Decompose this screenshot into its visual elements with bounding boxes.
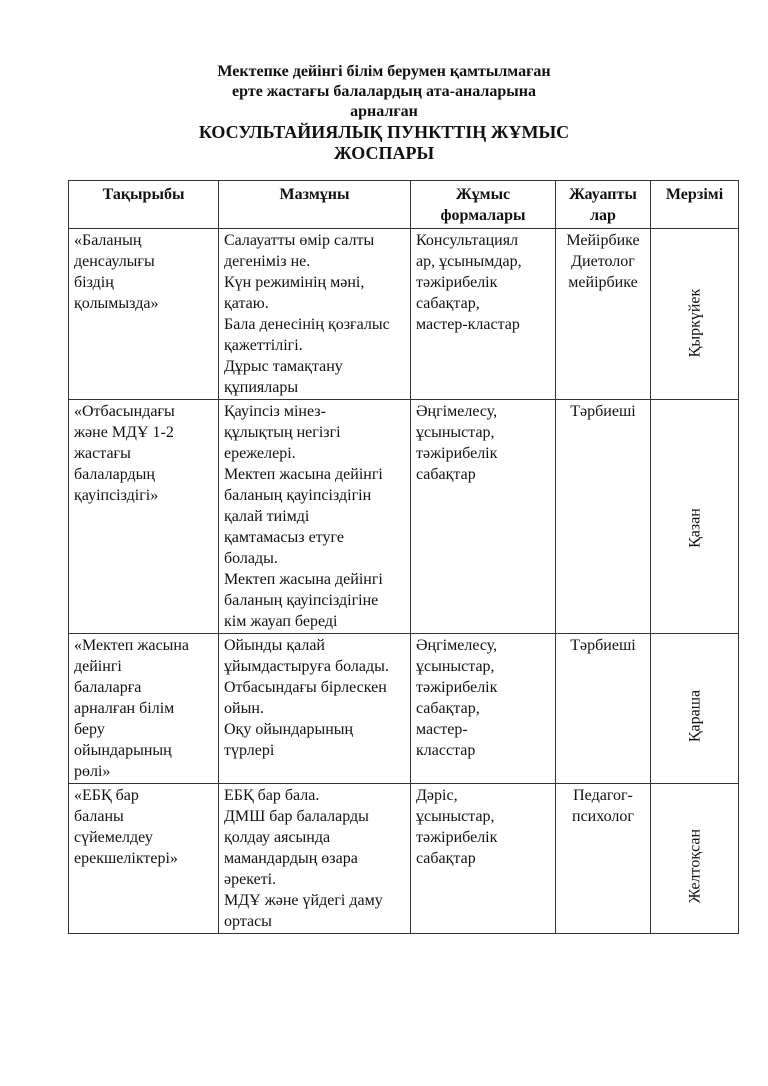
forms-cell-line: тәжірибелік bbox=[416, 679, 498, 696]
header-content: Мазмұны bbox=[219, 181, 411, 229]
document-title-line-1: КОСУЛЬТАЙИЯЛЫҚ ПУНКТТІҢ ЖҰМЫС bbox=[198, 122, 570, 142]
topic-cell-line: біздің bbox=[74, 274, 114, 291]
header-responsible-line: Жауапты bbox=[569, 186, 637, 203]
content-cell-line: мамандардың өзара bbox=[224, 850, 358, 867]
forms-cell-line: сабақтар, bbox=[416, 295, 480, 312]
forms-cell-line: тәжірибелік bbox=[416, 829, 498, 846]
forms-cell-line: Дәріс, bbox=[416, 787, 458, 804]
responsible-cell bbox=[556, 229, 651, 400]
forms-cell-line: ар, ұсынымдар, bbox=[416, 253, 522, 270]
header-forms bbox=[411, 181, 556, 229]
content-cell bbox=[219, 634, 411, 784]
content-cell-line: баланың қауіпсіздігін bbox=[224, 487, 372, 504]
forms-cell-line: сабақтар bbox=[416, 466, 476, 483]
topic-cell-line: сүйемелдеу bbox=[74, 829, 153, 846]
responsible-cell bbox=[556, 400, 651, 634]
topic-cell-line: «Отбасындағы bbox=[74, 403, 175, 420]
content-cell-line: дегеніміз не. bbox=[224, 253, 311, 270]
forms-cell-line: мастер- bbox=[416, 721, 468, 738]
content-cell-line: әрекеті. bbox=[224, 871, 277, 888]
topic-cell-line: денсаулығы bbox=[74, 253, 155, 270]
deadline-cell bbox=[651, 634, 739, 784]
month-label: Қыркүйек bbox=[686, 288, 703, 357]
topic-cell-line: рөлі» bbox=[74, 763, 111, 780]
content-cell-line: Мектеп жасына дейінгі bbox=[224, 466, 383, 483]
topic-cell-line: «ЕБҚ бар bbox=[74, 787, 139, 804]
heading-line-2: ерте жастағы балалардың ата-аналарына bbox=[232, 83, 536, 100]
responsible-cell-line: Педагог- bbox=[573, 787, 633, 804]
topic-cell bbox=[69, 400, 219, 634]
content-cell bbox=[219, 229, 411, 400]
topic-cell bbox=[69, 229, 219, 400]
header-deadline: Мерзімі bbox=[651, 181, 739, 229]
content-cell-line: түрлері bbox=[224, 742, 275, 759]
content-cell bbox=[219, 400, 411, 634]
content-cell-line: Күн режимінің мәні, bbox=[224, 274, 365, 291]
content-cell-line: ұйымдастыруға болады. bbox=[224, 658, 389, 675]
header-forms-line: Жұмыс bbox=[455, 186, 511, 203]
content-cell bbox=[219, 784, 411, 934]
content-cell-line: Оқу ойындарының bbox=[224, 721, 354, 738]
document-heading bbox=[0, 62, 768, 164]
content-cell-line: Салауатты өмір салты bbox=[224, 232, 375, 249]
topic-cell-line: жастағы bbox=[74, 445, 131, 462]
header-responsible-line: лар bbox=[590, 207, 616, 224]
content-cell-line: қажеттілігі. bbox=[224, 337, 303, 354]
table-row bbox=[69, 229, 739, 400]
content-cell-line: ортасы bbox=[224, 913, 272, 930]
table-header-row bbox=[69, 181, 739, 229]
topic-cell-line: арналған білім bbox=[74, 700, 175, 717]
responsible-cell-line: мейірбике bbox=[568, 274, 638, 291]
content-cell-line: қалай тиімді bbox=[224, 508, 310, 525]
forms-cell-line: класстар bbox=[416, 742, 476, 759]
deadline-cell bbox=[651, 784, 739, 934]
responsible-cell-line: психолог bbox=[572, 808, 634, 825]
topic-cell-line: дейінгі bbox=[74, 658, 122, 675]
forms-cell-line: ұсыныстар, bbox=[416, 658, 495, 675]
content-cell-line: Бала денесінің қозғалыс bbox=[224, 316, 390, 333]
header-topic: Тақырыбы bbox=[69, 181, 219, 229]
heading-line-1: Мектепке дейінгі білім берумен қамтылмаған bbox=[217, 63, 551, 80]
responsible-cell-line: Диетолог bbox=[571, 253, 635, 270]
topic-cell-line: беру bbox=[74, 721, 105, 738]
forms-cell-line: Әңгімелесу, bbox=[416, 403, 498, 420]
table-row bbox=[69, 634, 739, 784]
content-cell-line: Мектеп жасына дейінгі bbox=[224, 571, 383, 588]
topic-cell-line: «Баланың bbox=[74, 232, 142, 249]
topic-cell bbox=[69, 634, 219, 784]
forms-cell-line: сабақтар bbox=[416, 850, 476, 867]
topic-cell-line: балаларға bbox=[74, 679, 142, 696]
content-cell-line: құлықтың негізгі bbox=[224, 424, 341, 441]
content-cell-line: болады. bbox=[224, 550, 278, 567]
forms-cell bbox=[411, 784, 556, 934]
table-row bbox=[69, 784, 739, 934]
forms-cell bbox=[411, 400, 556, 634]
month-label: Қараша bbox=[686, 689, 703, 743]
content-cell-line: ережелері. bbox=[224, 445, 296, 462]
responsible-cell-line: Тәрбиеші bbox=[570, 403, 636, 420]
forms-cell-line: тәжірибелік bbox=[416, 274, 498, 291]
month-label: Желтоқсан bbox=[686, 828, 703, 903]
content-cell-line: ДМШ бар балаларды bbox=[224, 808, 369, 825]
topic-cell-line: балалардың bbox=[74, 466, 155, 483]
topic-cell-line: баланы bbox=[74, 808, 124, 825]
forms-cell-line: сабақтар, bbox=[416, 700, 480, 717]
forms-cell-line: Консультациял bbox=[416, 232, 519, 249]
topic-cell-line: қауіпсіздігі» bbox=[74, 487, 159, 504]
content-cell-line: құпиялары bbox=[224, 379, 299, 396]
work-plan-table bbox=[68, 180, 739, 934]
table-row bbox=[69, 400, 739, 634]
topic-cell-line: қолымызда» bbox=[74, 295, 159, 312]
document-title-line-2: ЖОСПАРЫ bbox=[333, 143, 435, 163]
content-cell-line: қатаю. bbox=[224, 295, 269, 312]
content-cell-line: кім жауап береді bbox=[224, 613, 338, 630]
topic-cell-line: «Мектеп жасына bbox=[74, 637, 190, 654]
header-forms-line: формалары bbox=[440, 207, 526, 224]
content-cell-line: Отбасындағы бірлескен bbox=[224, 679, 387, 696]
deadline-cell bbox=[651, 229, 739, 400]
header-responsible bbox=[556, 181, 651, 229]
deadline-cell bbox=[651, 400, 739, 634]
topic-cell-line: ойындарының bbox=[74, 742, 172, 759]
responsible-cell bbox=[556, 784, 651, 934]
forms-cell-line: ұсыныстар, bbox=[416, 424, 495, 441]
forms-cell-line: тәжірибелік bbox=[416, 445, 498, 462]
content-cell-line: ЕБҚ бар бала. bbox=[224, 787, 320, 804]
content-cell-line: қолдау аясында bbox=[224, 829, 331, 846]
content-cell-line: баланың қауіпсіздігіне bbox=[224, 592, 379, 609]
topic-cell-line: және МДҰ 1-2 bbox=[74, 424, 174, 441]
content-cell-line: Ойынды қалай bbox=[224, 637, 325, 654]
responsible-cell bbox=[556, 634, 651, 784]
heading-line-3: арналған bbox=[350, 103, 418, 120]
content-cell-line: ойын. bbox=[224, 700, 264, 717]
forms-cell-line: мастер-кластар bbox=[416, 316, 520, 333]
forms-cell-line: Әңгімелесу, bbox=[416, 637, 498, 654]
content-cell-line: Қауіпсіз мінез- bbox=[224, 403, 326, 420]
topic-cell-line: ерекшеліктері» bbox=[74, 850, 178, 867]
content-cell-line: МДҰ және үйдегі даму bbox=[224, 892, 383, 909]
content-cell-line: Дұрыс тамақтану bbox=[224, 358, 343, 375]
topic-cell bbox=[69, 784, 219, 934]
responsible-cell-line: Тәрбиеші bbox=[570, 637, 636, 654]
forms-cell bbox=[411, 634, 556, 784]
content-cell-line: қамтамасыз етуге bbox=[224, 529, 344, 546]
month-label: Қазан bbox=[686, 508, 703, 549]
responsible-cell-line: Мейірбике bbox=[566, 232, 640, 249]
forms-cell-line: ұсыныстар, bbox=[416, 808, 495, 825]
forms-cell bbox=[411, 229, 556, 400]
table-body bbox=[69, 229, 739, 934]
